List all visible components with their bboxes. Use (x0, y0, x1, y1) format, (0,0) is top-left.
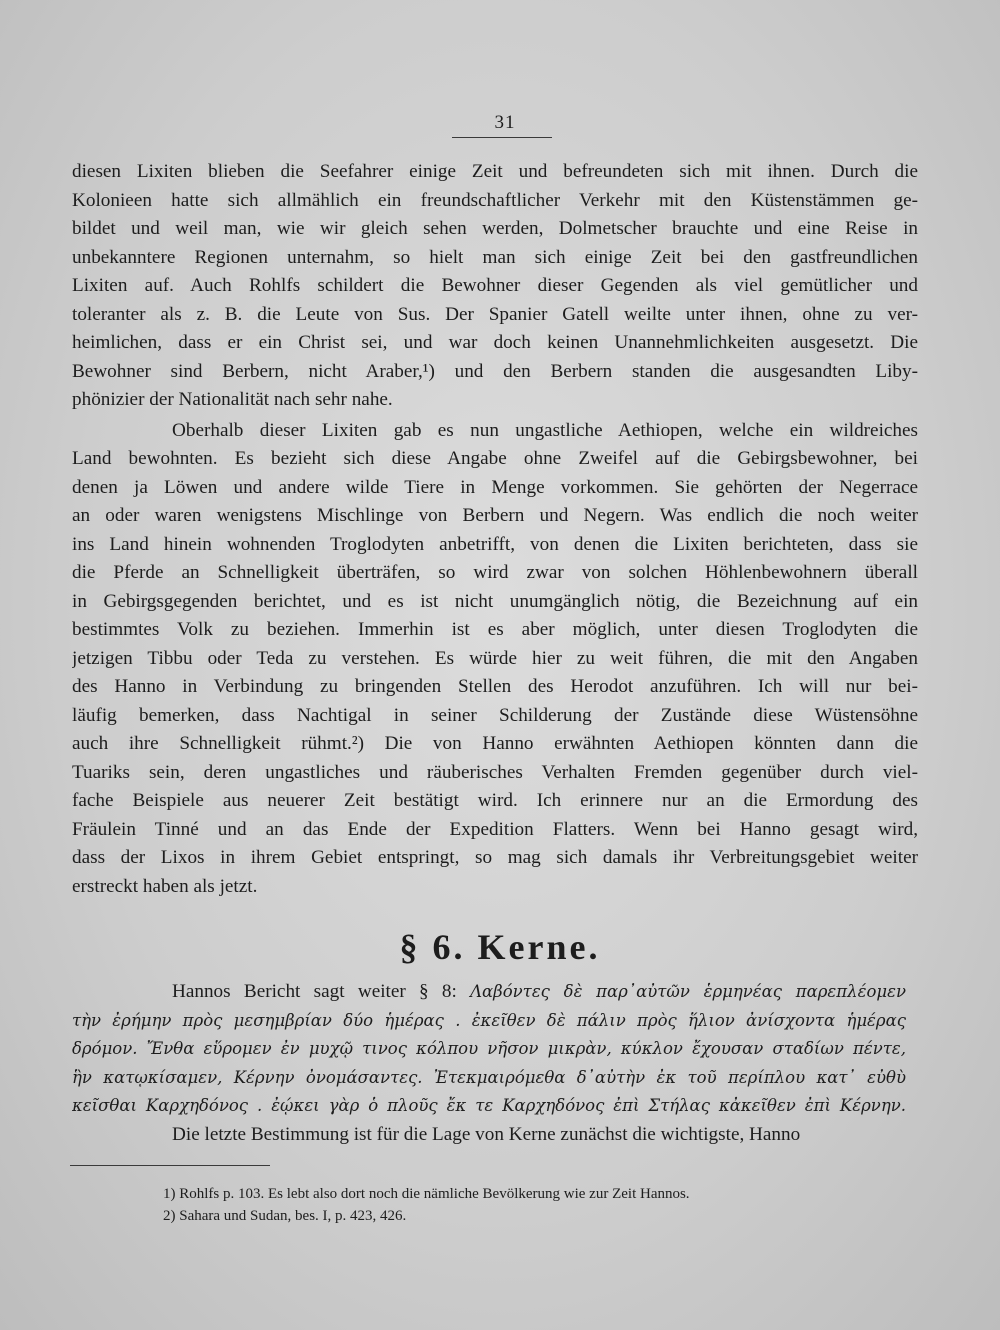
section-heading: § 6. Kerne. (399, 927, 601, 967)
footnote-rule (70, 1165, 270, 1166)
footnote (163, 1183, 883, 1205)
section-line (72, 1007, 906, 1036)
section-line (72, 1064, 906, 1093)
text-line: Bewohner sind Berbern, nicht Araber,¹) und den Berbern standen die ausgesandten Liby- (72, 360, 918, 382)
text-line: toleranter als z. B. die Leute von Sus. Der Spanier Gatell weilte unter ihnen, ohne zu ver- (72, 303, 918, 325)
text-line: ins Land hinein wohnenden Troglodyten anbetrifft, von denen die Lixiten berichteten, dass sie (72, 533, 918, 555)
body-text (72, 158, 918, 901)
german-text: Die letzte Bestimmung ist für die Lage von Kerne zunächst die wichtigste, Hanno (172, 1123, 801, 1145)
greek-quote: δρόμον. Ἔνθα εὕρομεν ἐν μυχῷ τινος κόλπου νῆσον μικρὰν, κύκλον ἔχουσαν σταδίων πέντε, (72, 1039, 906, 1058)
page-number-rule (452, 137, 552, 138)
footnote (163, 1205, 883, 1227)
greek-quote: τὴν ἐρήμην πρὸς μεσημβρίαν δύο ἡμέρας . ἐκεῖθεν δὲ πάλιν πρὸς ἥλιον ἀνίσχοντα ἡμέρας (72, 1010, 906, 1030)
section-line (72, 1035, 906, 1064)
footnote-marker: 1) (163, 1186, 176, 1202)
text-line: läufig bemerken, dass Nachtigal in seiner Schilderung der Zustände diese Wüstensöhne (72, 704, 918, 726)
section-line (72, 1121, 906, 1150)
german-text: Hannos Bericht sagt weiter § 8: (172, 981, 471, 1002)
greek-quote: κεῖσθαι Καρχηδόνος . ἐῴκει γὰρ ὁ πλοῦς ἔκ τε Καρχηδόνος ἐπὶ Στήλας κἀκεῖθεν ἐπὶ Κέρνην. (72, 1096, 906, 1115)
text-line: Lixiten auf. Auch Rohlfs schildert die Bewohner dieser Gegenden als viel gemütlicher und (72, 275, 918, 296)
text-line: bildet und weil man, wie wir gleich sehen werden, Dolmetscher brauchte und eine Reise in (72, 218, 918, 239)
text-line: Land bewohnten. Es bezieht sich diese Angabe ohne Zweifel auf die Gebirgsbewohner, bei (72, 448, 918, 469)
text-line: bestimmtes Volk zu beziehen. Immerhin ist es aber möglich, unter diesen Troglodyten die (72, 619, 918, 640)
text-line: auch ihre Schnelligkeit rühmt.²) Die von Hanno erwähnten Aethiopen könnten dann die (72, 733, 918, 754)
footnotes (163, 1183, 883, 1227)
section-body (72, 978, 906, 1149)
text-line: Tuariks sein, deren ungastliches und räuberisches Verhalten Fremden gegenüber durch viel- (72, 761, 918, 783)
text-line: fache Beispiele aus neuerer Zeit bestätigt wird. Ich erinnere nur an die Ermordung des (72, 790, 918, 811)
text-line: jetzigen Tibbu oder Teda zu verstehen. Es würde hier zu weit führen, die mit den Angaben (72, 647, 918, 669)
greek-quote: Λαβόντες δὲ παρ᾽αὐτῶν ἑρμηνέας παρεπλέομεν (470, 982, 906, 1001)
text-line: des Hanno in Verbindung zu bringenden Stellen des Herodot anzuführen. Ich will nur bei- (72, 676, 918, 697)
text-line: Kolonieen hatte sich allmählich ein freundschaftlicher Verkehr mit den Küstenstämmen ge- (72, 189, 918, 211)
text-line: diesen Lixiten blieben die Seefahrer einige Zeit und befreundeten sich mit ihnen. Durch die (72, 161, 918, 182)
text-line: dass der Lixos in ihrem Gebiet entspringt, so mag sich damals ihr Verbreitungsgebiet weiter (72, 847, 918, 868)
page-number: 31 (494, 112, 516, 133)
text-line: an oder waren wenigstens Mischlinge von Berbern und Negern. Was endlich die noch weiter (72, 505, 918, 526)
section-line (72, 1092, 906, 1121)
text-line: denen ja Löwen und andere wilde Tiere in Menge vorkommen. Sie gehörten der Negerrace (72, 476, 918, 498)
text-line: erstreckt haben als jetzt. (72, 875, 258, 897)
footnote-text: Rohlfs p. 103. Es lebt also dort noch die nämliche Bevölkerung wie zur Zeit Hannos. (179, 1186, 690, 1202)
greek-quote: ἣν κατῳκίσαμεν, Κέρνην ὀνομάσαντες. Ἐτεκμαιρόμεθα δ᾽αὐτὴν ἐκ τοῦ περίπλου κατ᾽ εὐθὺ (72, 1067, 906, 1087)
paragraph (72, 417, 918, 902)
paragraph (72, 158, 918, 415)
text-line: in Gebirgsgegenden berichtet, und es ist nicht unumgänglich nötig, die Bezeichnung auf ein (72, 590, 918, 612)
footnote-text: Sahara und Sudan, bes. I, p. 423, 426. (179, 1208, 407, 1224)
text-line: Fräulein Tinné und an das Ende der Expedition Flatters. Wenn bei Hanno gesagt wird, (72, 818, 918, 840)
text-line: die Pferde an Schnelligkeit überträfen, so wird zwar von solchen Höhlenbewohnern überall (72, 562, 918, 583)
text-line: unbekanntere Regionen unternahm, so hielt man sich einige Zeit bei den gastfreundlichen (72, 246, 918, 268)
section-line (72, 978, 906, 1007)
text-line: Oberhalb dieser Lixiten gab es nun ungastliche Aethiopen, welche ein wildreiches (172, 419, 918, 441)
text-line: heimlichen, dass er ein Christ sei, und war doch keinen Unannehmlichkeiten ausgesetzt. Die (72, 332, 918, 353)
footnote-marker: 2) (163, 1208, 176, 1224)
text-line: phönizier der Nationalität nach sehr nahe. (72, 389, 393, 410)
